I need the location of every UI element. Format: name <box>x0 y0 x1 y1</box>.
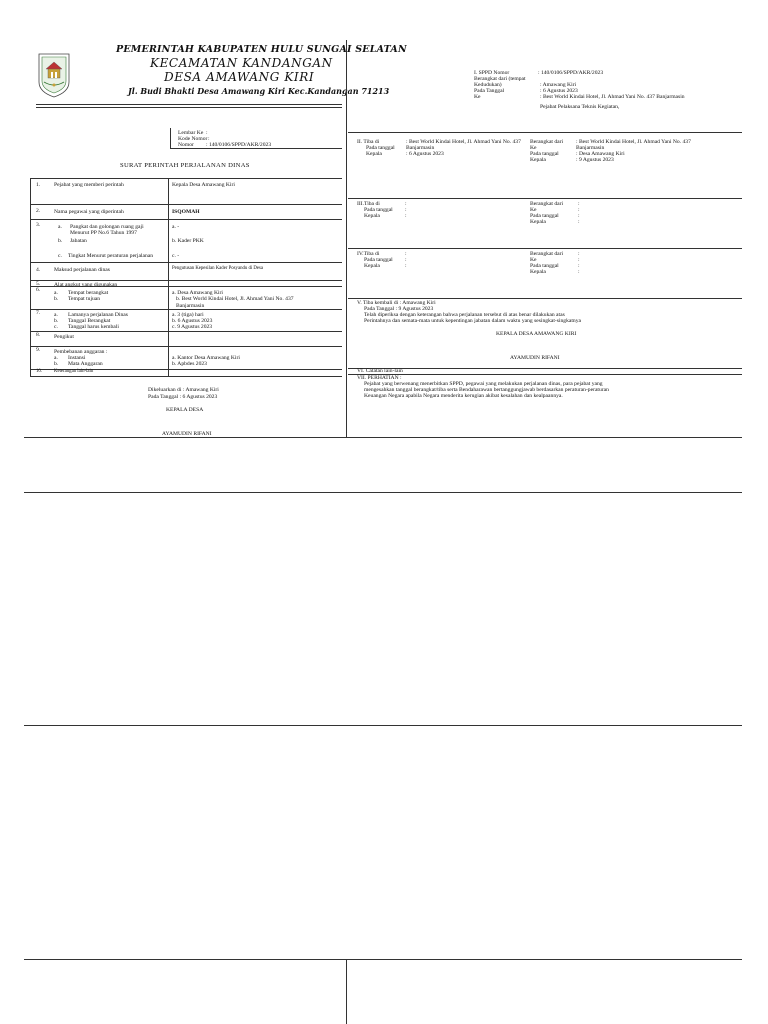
row3b-label: Jabatan <box>70 238 87 244</box>
row7b-label: Tanggal Berangkat <box>68 318 111 324</box>
s2-kepala-r-value: : 9 Agustus 2023 <box>576 157 614 163</box>
left-signer-title: KEPALA DESA <box>166 407 204 413</box>
s4-colon: : <box>405 263 407 269</box>
s2-kepala: Kepala <box>366 151 382 157</box>
form-title: SURAT PERINTAH PERJALANAN DINAS <box>120 162 250 169</box>
sppd-label-2: Berangkat dari (tempat <box>474 76 526 82</box>
page-center-divider <box>346 40 347 438</box>
letterhead-address: Jl. Budi Bhakti Desa Amawang Kiri Kec.Kandangan 71213 <box>128 86 390 96</box>
s4-colon: : <box>405 251 407 257</box>
s4-pada-tanggal-r: Pada tanggal <box>530 263 559 269</box>
s7-line-1: Pejabat yang berwenang menerbitkan SPPD, pegawai yang melakukan perjalanan dinas, para pejabat yang <box>364 381 603 387</box>
row9a-letter: a. <box>54 355 58 361</box>
letterhead-line2: KECAMATAN KANDANGAN <box>150 56 333 70</box>
letterhead-divider <box>36 104 342 105</box>
row3a-letter: a. <box>58 224 62 230</box>
page-rule <box>24 725 742 726</box>
letterhead-divider-thin <box>36 107 342 108</box>
row7a-value: a. 3 (tiga) hari <box>172 312 204 318</box>
meta-value-kode: : <box>208 136 210 142</box>
table-col-rule <box>168 178 169 376</box>
row3b-letter: b. <box>58 238 63 244</box>
row7c-letter: c. <box>54 324 58 330</box>
s3-tiba: III.Tiba di <box>357 201 380 207</box>
s3-colon: : <box>405 213 407 219</box>
left-signer-name: AYAMUDIN RIFANI <box>162 431 212 437</box>
row2-num: 2. <box>36 208 41 214</box>
table-rule <box>30 331 342 332</box>
s3-colon: : <box>578 207 580 213</box>
s5-tiba-kembali: V. Tiba kembali di : Amawang Kiri <box>357 300 436 306</box>
row7b-letter: b. <box>54 318 59 324</box>
meta-value-lembar: : <box>206 130 208 136</box>
s3-colon: : <box>405 201 407 207</box>
s5-signer-name: AYAMUDIN RIFANI <box>510 355 560 361</box>
s4-colon: : <box>405 257 407 263</box>
row6-num: 6. <box>36 287 41 293</box>
section-rule <box>348 198 742 199</box>
row3a-value: a. - <box>172 224 180 230</box>
s5-statement-2: Perintahnya dan semata-mata untuk kepentingan jabatan dalam waktu yang sesingkat-singkatnya <box>364 318 582 324</box>
row3c-label: Tingkat Menurut peraturan perjalanan <box>68 253 154 259</box>
sppd-value-1: : 140/0106/SPPD/AKR/2023 <box>538 70 604 76</box>
s5-signer-title: KEPALA DESA AMAWANG KIRI <box>496 331 577 337</box>
s4-colon: : <box>578 251 580 257</box>
s4-kepala-r: Kepala <box>530 269 546 275</box>
meta-value-nomor: : 140/0106/SPPD/AKR/2023 <box>206 142 272 148</box>
sppd-value-4: : 6 Agustus 2023 <box>540 88 578 94</box>
sppd-label-1: I. SPPD Nomor <box>474 70 510 76</box>
s4-colon: : <box>578 269 580 275</box>
s4-colon: : <box>578 257 580 263</box>
meta-label-lembar: Lembar Ke <box>178 130 204 136</box>
meta-label-nomor: Nomor <box>178 142 194 148</box>
s6-notes: VI. Catatan lain-lain <box>357 368 403 374</box>
s2-pada-tanggal-r: Pada tanggal <box>530 151 559 157</box>
section-rule <box>348 368 742 369</box>
s2-pada-tanggal: Pada tanggal <box>366 145 395 151</box>
row7b-value: b. 6 Agustus 2023 <box>172 318 213 324</box>
row3c-letter: c. <box>58 253 62 259</box>
s3-kepala-r: Kepala <box>530 219 546 225</box>
row9b-label: Mata Anggaran <box>68 361 103 367</box>
table-col-rule <box>30 178 31 376</box>
row9-label: Pembebanan anggaran : <box>54 349 108 355</box>
row6b-value: b. Best World Kindai Hotel, Jl. Ahmad Yani No. 437 <box>176 296 294 302</box>
s2-tiba: II. Tiba di <box>357 139 380 145</box>
s3-colon: : <box>578 213 580 219</box>
s2-pada-tanggal-r-value: : Desa Amawang Kiri <box>576 151 625 157</box>
s3-colon: : <box>405 207 407 213</box>
row9b-letter: b. <box>54 361 59 367</box>
table-rule <box>30 280 342 281</box>
s2-kepala-value: : 6 Agustus 2023 <box>406 151 444 157</box>
page-bottom-divider <box>346 959 347 1024</box>
row10-label: Keterangan lain-lain <box>54 369 94 374</box>
meta-label-kode: Kode Nomor <box>178 136 208 142</box>
row7c-label: Tanggal harus kembali <box>68 324 119 330</box>
row6a-letter: a. <box>54 290 58 296</box>
row6a-value: a. Desa Amawang Kiri <box>172 290 223 296</box>
s3-pada-tanggal-r: Pada tanggal <box>530 213 559 219</box>
s4-pada-tanggal: Pada tanggal <box>364 257 393 263</box>
s2-kepala-r: Kepala <box>530 157 546 163</box>
row4-value: Pengutusan Kepesilan Kader Posyandu di Desa <box>172 266 263 271</box>
row3a-label2: Menurut PP No.6 Tahun 1997 <box>70 230 137 236</box>
row9-num: 9. <box>36 347 41 353</box>
page-rule <box>24 959 742 960</box>
s3-kepala: Kepala <box>364 213 380 219</box>
section-rule <box>348 298 742 299</box>
s4-kepala: Kepala <box>364 263 380 269</box>
row7-num: 7. <box>36 310 41 316</box>
s2-berangkat-value: : Best World Kindai Hotel, Jl. Ahmad Yani No. 437 <box>576 139 691 145</box>
village-logo <box>38 52 70 98</box>
row3a-label: Pangkat dan golongan ruang gaji <box>70 224 144 230</box>
row9b-value: b. Apbdes 2023 <box>172 361 207 367</box>
section-rule <box>348 132 742 133</box>
s4-colon: : <box>578 263 580 269</box>
s2-pada-tanggal-value: Banjarmasin <box>406 145 435 151</box>
meta-left-rule <box>170 128 171 148</box>
row5-num: 5. <box>36 281 41 287</box>
table-rule <box>30 376 342 377</box>
letterhead-line3: DESA AMAWANG KIRI <box>164 70 315 84</box>
row6a-label: Tempat berangkat <box>68 290 109 296</box>
row4-num: 4. <box>36 267 41 273</box>
row3c-value: c. - <box>172 253 180 259</box>
row9a-value: a. Kantor Desa Amawang Kiri <box>172 355 240 361</box>
s4-berangkat: Berangkat dari <box>530 251 564 257</box>
row8-num: 8. <box>36 332 41 338</box>
row1-label: Pejabat yang memberi perintah <box>54 182 124 188</box>
row7a-letter: a. <box>54 312 58 318</box>
row9a-label: Instansi <box>68 355 86 361</box>
s4-tiba: IV.Tiba di <box>357 251 380 257</box>
sppd-value-5: : Best World Kindai Hotel, Jl. Ahmad Yani No. 437 Banjarmasin <box>540 94 685 100</box>
table-rule <box>30 204 342 205</box>
s2-ke-value: Banjarmasin <box>576 145 605 151</box>
section-rule <box>348 248 742 249</box>
row1-num: 1. <box>36 182 41 188</box>
meta-rule <box>170 148 342 149</box>
s7-title: VII. PERHATIAN : <box>357 375 402 381</box>
row3b-value: b. Kader PKK <box>172 238 204 244</box>
sppd-value-3: : Amawang Kiri <box>540 82 577 88</box>
s5-pada-tanggal: Pada Tanggal : 9 Agustus 2023 <box>364 306 434 312</box>
table-rule <box>30 346 342 347</box>
row1-value: Kepala Desa Amawang Kiri <box>172 182 235 188</box>
sppd-label-5: Ke <box>474 94 481 100</box>
row5-label: Alat angkut yang digunakan <box>54 282 118 288</box>
row2-label: Nama pegawai yang diperintah <box>54 209 124 215</box>
issued-at: Dikeluarkan di : Amawang Kiri <box>148 387 219 393</box>
row6b-label: Tempat tujuan <box>68 296 101 302</box>
row2-value: ISQOMAH <box>172 209 200 215</box>
s2-berangkat: Berangkat dari <box>530 139 564 145</box>
table-rule <box>30 262 342 263</box>
row7a-label: Lamanya perjalanan Dinas <box>68 312 128 318</box>
row3-num: 3. <box>36 222 41 228</box>
table-rule <box>30 178 342 179</box>
s7-line-2: mengesahkan tanggal berangkat/tiba serta Bendaharawan bertanggungjawab berdasarkan peraturan-peraturan <box>364 387 609 393</box>
s7-line-3: Keuangan Negara apabila Negara menderita kerugian akibat kesalahan dan kealpaannya. <box>364 393 563 399</box>
sppd-label-3: Kedudukan) <box>474 82 502 88</box>
row8-label: Pengikut <box>54 334 74 340</box>
row4-label: Maksud perjalanan dinas <box>54 267 110 273</box>
s3-pada-tanggal: Pada tanggal <box>364 207 393 213</box>
page-rule <box>24 492 742 493</box>
s2-ke: Ke <box>530 145 537 151</box>
row6b-letter: b. <box>54 296 59 302</box>
s4-ke: Ke <box>530 257 537 263</box>
s3-colon: : <box>578 201 580 207</box>
table-rule <box>30 219 342 220</box>
sppd-signer: Pejabat Pelaksana Teknis Kegiatan, <box>540 104 620 110</box>
letterhead-line1: PEMERINTAH KABUPATEN HULU SUNGAI SELATAN <box>116 44 407 55</box>
section-rule <box>348 374 742 375</box>
issued-date: Pada Tanggal : 6 Agustus 2023 <box>148 394 218 400</box>
row6b-value2: Banjarmasin <box>176 303 205 309</box>
sppd-label-4: Pada Tanggal <box>474 88 505 94</box>
s3-ke: Ke <box>530 207 537 213</box>
s3-berangkat: Berangkat dari <box>530 201 564 207</box>
row7c-value: c. 9 Agustus 2023 <box>172 324 213 330</box>
page-rule <box>24 437 742 438</box>
s5-statement-1: Telah diperiksa dengan keterangan bahwa perjalanan tersebut di atas benar dilakukan atas <box>364 312 565 318</box>
s3-colon: : <box>578 219 580 225</box>
row10-num: 10. <box>36 369 42 374</box>
s2-tiba-value: : Best World Kindai Hotel, Jl. Ahmad Yani No. 437 <box>406 139 521 145</box>
